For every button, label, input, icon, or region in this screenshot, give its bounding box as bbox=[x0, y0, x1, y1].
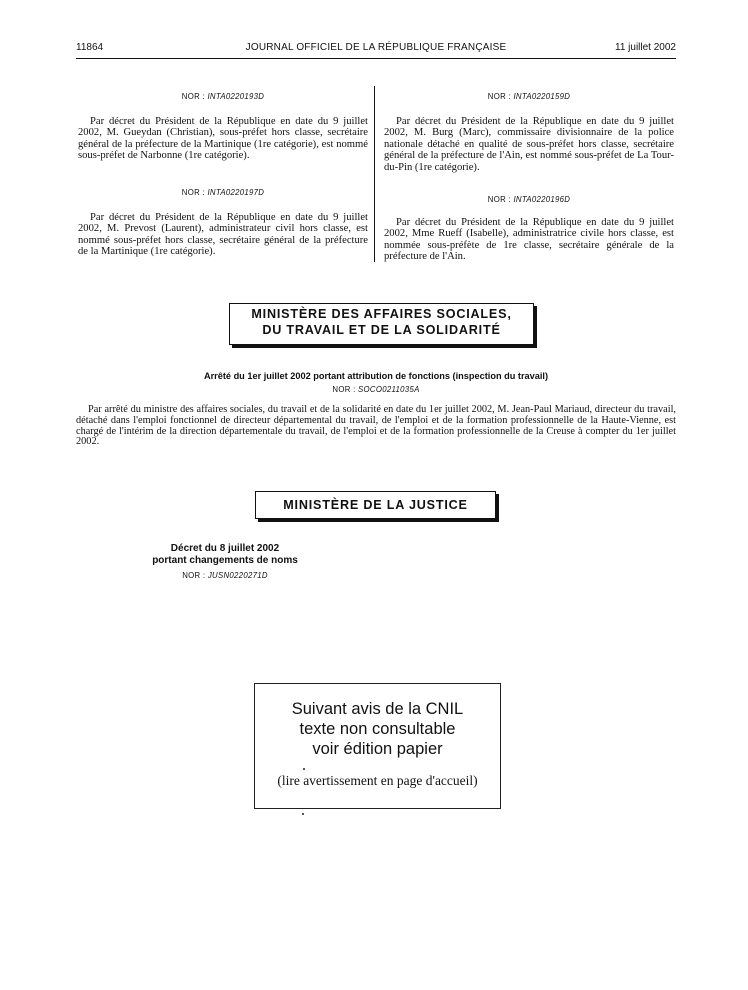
ministry-line-1: MINISTÈRE DES AFFAIRES SOCIALES, bbox=[251, 307, 512, 321]
decret-title-line-2: portant changements de noms bbox=[152, 554, 298, 566]
scan-speck bbox=[303, 768, 305, 770]
ministry-heading-social-affairs bbox=[229, 303, 534, 345]
left-article-2 bbox=[78, 187, 368, 258]
arrete-text: Par arrêté du ministre des affaires sociales, du travail et de la solidarité en date du 1er juillet 2002, M. Jean-Paul Mariaud, directeur du travail, détaché dans l'emploi fonctionnel de directeur départemental du travail, de l'emploi et de la formation professionnelle de la Haute-Vienne, est chargé de l'intérim de la direction départementale du travail, de l'emploi et de la formation professionnelle de la Creuse à compter du 1er juillet 2002. bbox=[76, 404, 676, 448]
scan-speck bbox=[302, 813, 304, 815]
right-article-1 bbox=[384, 91, 674, 174]
column-separator bbox=[374, 86, 375, 262]
journal-title: JOURNAL OFFICIEL DE LA RÉPUBLIQUE FRANÇAISE bbox=[245, 42, 507, 53]
left-article-1 bbox=[78, 91, 368, 162]
ministry-heading-justice: MINISTÈRE DE LA JUSTICE bbox=[255, 491, 496, 519]
cnil-line-3: voir édition papier bbox=[312, 740, 443, 758]
article-text: Par décret du Président de la République en date du 9 juillet 2002, Mme Rueff (Isabelle), administratrice civile hors classe, est nommée sous-préfète de 1re classe, secrétaire générale de la préfecture de l'Ain. bbox=[384, 216, 674, 263]
ministry-line-2: DU TRAVAIL ET DE LA SOLIDARITÉ bbox=[262, 323, 501, 337]
cnil-line-2: texte non consultable bbox=[299, 720, 456, 738]
decret-title-line-1: Décret du 8 juillet 2002 bbox=[170, 543, 280, 554]
decret-nor-reference: NOR : JUSN0220271D bbox=[182, 571, 268, 580]
article-text: Par décret du Président de la République en date du 9 juillet 2002, M. Burg (Marc), commissaire divisionnaire de la police nationale détaché en qualité de sous-préfet hors classe, secrétaire général de la préfecture de l'Ain, est nommé sous-préfet de La Tour-du-Pin (1re catégorie). bbox=[384, 115, 674, 173]
page-number: 11864 bbox=[76, 42, 104, 53]
cnil-line-4: (lire avertissement en page d'accueil) bbox=[277, 773, 478, 788]
nor-reference: NOR : INTA0220159D bbox=[487, 92, 571, 101]
cnil-notice-box bbox=[254, 683, 501, 809]
nor-reference: NOR : INTA0220196D bbox=[487, 195, 571, 204]
arrete-title: Arrêté du 1er juillet 2002 portant attribution de fonctions (inspection du travail) bbox=[203, 371, 549, 381]
issue-date: 11 juillet 2002 bbox=[615, 42, 676, 53]
article-text: Par décret du Président de la République en date du 9 juillet 2002, M. Prevost (Laurent), administrateur civil hors classe, est nommé sous-préfet hors classe, secrétaire général de la préfecture de la Martinique (1re catégorie). bbox=[78, 211, 368, 258]
arrete-nor-reference: NOR : SOCO0211035A bbox=[332, 385, 420, 394]
header-rule bbox=[76, 58, 676, 59]
cnil-notice-heading bbox=[255, 699, 500, 759]
page-header bbox=[76, 42, 676, 56]
cnil-line-1: Suivant avis de la CNIL bbox=[291, 700, 464, 718]
nor-reference: NOR : INTA0220197D bbox=[181, 188, 265, 197]
nor-reference: NOR : INTA0220193D bbox=[181, 92, 265, 101]
right-article-2 bbox=[384, 194, 674, 263]
decret-title bbox=[130, 543, 320, 566]
article-text: Par décret du Président de la République en date du 9 juillet 2002, M. Gueydan (Christian), sous-préfet hors classe, secrétaire général de la préfecture de la Martinique (1re catégorie), est nommé sous-préfet de Narbonne (1re catégorie). bbox=[78, 115, 368, 162]
